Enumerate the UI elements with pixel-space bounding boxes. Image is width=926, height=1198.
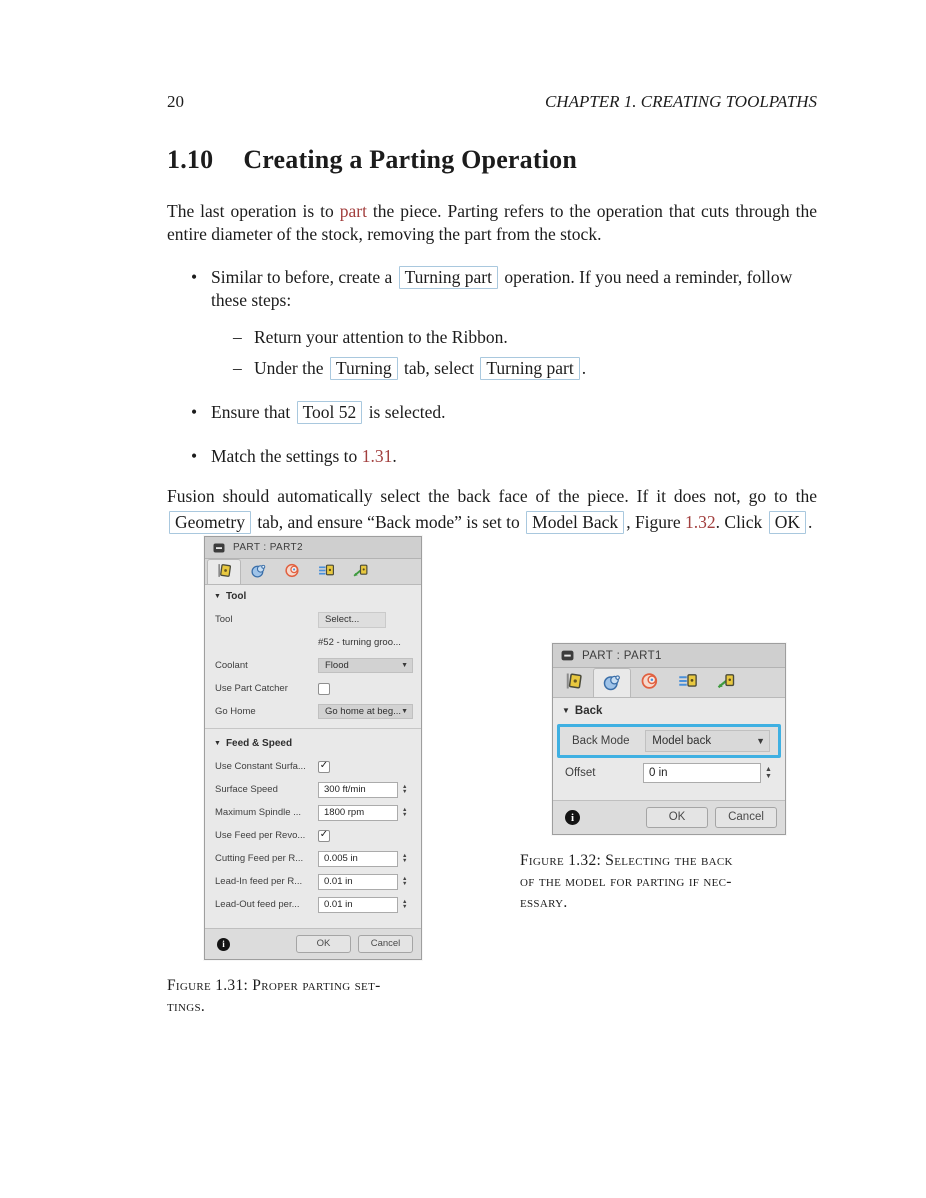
feed-per-rev-row (205, 824, 421, 847)
ok-box: OK (769, 511, 806, 534)
part-catcher-checkbox[interactable] (318, 683, 330, 695)
list-item (211, 357, 817, 380)
closing-text-5: . (807, 511, 813, 532)
dropdown-value: Flood (325, 660, 349, 671)
stepper-control[interactable] (402, 877, 407, 887)
field-label: Tool (215, 614, 233, 625)
dialog-tabbar (205, 559, 421, 585)
stepper-control[interactable] (402, 900, 407, 910)
intro-text: The last operation is to (167, 201, 340, 221)
turning-part-box: Turning part (399, 266, 498, 289)
info-icon[interactable]: i (565, 810, 580, 825)
chevron-down-icon: ▼ (401, 662, 408, 669)
part2-dialog (204, 536, 422, 960)
stepper-down-icon: ▼ (402, 880, 408, 887)
figure-ref-1-32[interactable]: 1.32 (685, 511, 716, 532)
input-value: 0 in (649, 767, 668, 779)
field-label: Use Constant Surfa... (215, 761, 306, 772)
field-label: Lead-Out feed per... (215, 899, 300, 910)
bullet2-text-2: is selected. (364, 401, 446, 422)
part1-dialog (552, 643, 786, 835)
collapse-arrow-icon: ▼ (562, 706, 570, 715)
text-column (167, 92, 817, 535)
input-value: 1800 rpm (324, 807, 365, 818)
ok-button[interactable]: OK (296, 935, 351, 953)
tool-value-row (205, 631, 421, 654)
stepper-up-icon: ▲ (402, 806, 408, 813)
list-item (167, 401, 817, 424)
leadout-feed-row (205, 893, 421, 916)
dialog-title: PART : PART2 (233, 542, 304, 553)
stepper-down-icon: ▼ (402, 857, 408, 864)
back-mode-highlight (557, 724, 781, 758)
caption-line: tings. (167, 998, 206, 1015)
leadout-feed-input[interactable] (318, 897, 398, 913)
stepper-down-icon: ▼ (402, 811, 408, 818)
dialog-titlebar[interactable] (205, 537, 421, 559)
field-label: Lead-In feed per R... (215, 876, 303, 887)
back-section-header[interactable] (553, 698, 785, 723)
dropdown-value: Model back (652, 735, 712, 747)
field-label: Go Home (215, 706, 256, 717)
caption-line: of the model for parting if nec- (520, 873, 732, 890)
field-label: Use Feed per Revo... (215, 830, 306, 841)
field-label: Back Mode (572, 735, 630, 747)
intro-paragraph (167, 200, 817, 245)
figure-ref-1-31[interactable]: 1.31 (361, 445, 393, 466)
field-label: Coolant (215, 660, 248, 671)
input-value: 0.01 in (324, 899, 353, 910)
collapse-arrow-icon: ▼ (214, 740, 221, 747)
offset-row (553, 760, 785, 786)
sub-list (211, 326, 817, 380)
stepper-up-icon: ▲ (402, 783, 408, 790)
check-icon: ✓ (319, 759, 329, 771)
spindle-speed-row (205, 801, 421, 824)
cutting-feed-input[interactable] (318, 851, 398, 867)
closing-text-2: tab, and ensure “Back mode” is set to (252, 511, 525, 532)
section-title (167, 145, 817, 175)
feed-per-rev-checkbox[interactable] (318, 830, 330, 842)
back-mode-row (560, 727, 778, 755)
tool-select-button[interactable]: Select... (318, 612, 386, 628)
collapse-arrow-icon: ▼ (214, 593, 221, 600)
page-number: 20 (167, 92, 184, 111)
coolant-dropdown[interactable] (318, 658, 413, 673)
figure-1-32-caption (520, 850, 830, 913)
sub2-text-2: tab, select (399, 357, 479, 378)
stepper-down-icon: ▼ (765, 773, 772, 780)
list-item (211, 326, 817, 348)
sub2-text: Under the (254, 357, 328, 378)
leadin-feed-input[interactable] (318, 874, 398, 890)
section-title-text: Creating a Parting Operation (243, 145, 578, 174)
tab-radii[interactable] (275, 559, 309, 584)
radii-icon (284, 562, 301, 582)
figure-1-31-caption (167, 975, 467, 1017)
go-home-dropdown[interactable] (318, 704, 413, 719)
closing-text-3: , Figure (626, 511, 686, 532)
tab-tool[interactable] (555, 668, 593, 697)
bullet-marker: • (191, 267, 198, 287)
stepper-up-icon: ▲ (402, 875, 408, 882)
section-number: 1.10 (167, 145, 214, 174)
tool-icon (564, 671, 584, 694)
dialog-tabbar (553, 668, 785, 698)
dialog-footer (553, 800, 785, 834)
cancel-button[interactable]: Cancel (358, 935, 413, 953)
sub1-text: Return your attention to the Ribbon. (254, 326, 508, 347)
bullet1-text-2: operation. If you need a reminder, follow these steps: (211, 267, 793, 310)
linking-icon (716, 671, 736, 694)
stepper-control[interactable] (765, 766, 772, 780)
chapter-header: CHAPTER 1. CREATING TOOLPATHS (544, 92, 817, 111)
constant-surface-row (205, 755, 421, 778)
check-icon: ✓ (319, 828, 329, 840)
coolant-row (205, 654, 421, 677)
stepper-up-icon: ▲ (402, 852, 408, 859)
closing-text: Fusion should automatically select the back face of the piece. If it does not, go to the (167, 486, 817, 506)
cancel-button[interactable]: Cancel (715, 807, 777, 828)
go-home-row (205, 700, 421, 723)
bullet-marker: • (191, 401, 198, 422)
section-label: Back (574, 704, 603, 717)
bullet3-text-2: . (392, 445, 397, 466)
tool-52-box: Tool 52 (297, 401, 363, 424)
radii-icon (640, 671, 660, 694)
dialog-title: PART : PART1 (582, 649, 662, 662)
tab-tool[interactable] (207, 559, 241, 584)
info-icon[interactable]: i (217, 938, 230, 951)
stepper-up-icon: ▲ (765, 766, 772, 773)
tab-geometry[interactable] (593, 668, 631, 697)
running-header (167, 92, 817, 112)
turning-part-box: Turning part (480, 357, 579, 380)
part-catcher-row (205, 677, 421, 700)
input-value: 0.005 in (324, 853, 358, 864)
caption-line: essary. (520, 894, 568, 911)
sub2-text-3: . (581, 357, 587, 378)
tool-row (205, 608, 421, 631)
closing-paragraph (167, 484, 817, 535)
field-label: Offset (565, 767, 596, 779)
tab-passes[interactable] (669, 668, 707, 697)
section-label: Tool (225, 591, 247, 602)
field-label: Use Part Catcher (215, 683, 288, 694)
list-item (167, 445, 817, 468)
chevron-down-icon: ▼ (756, 736, 765, 746)
stepper-control[interactable] (402, 808, 407, 818)
dialog-titlebar[interactable] (553, 644, 785, 668)
stepper-control[interactable] (402, 854, 407, 864)
bullet-list (167, 266, 817, 467)
bullet2-text: Ensure that (211, 401, 295, 422)
geometry-icon (250, 562, 267, 582)
closing-text-4: . Click (715, 511, 767, 532)
bullet3-text: Match the settings to (211, 445, 362, 466)
dash-marker: – (233, 357, 242, 378)
leadin-feed-row (205, 870, 421, 893)
offset-input[interactable] (643, 763, 761, 783)
passes-icon (678, 671, 698, 694)
surface-speed-row (205, 778, 421, 801)
section-label: Feed & Speed (225, 738, 293, 749)
dialog-footer (205, 928, 421, 959)
dropdown-value: Go home at beg... (325, 706, 402, 717)
constant-surface-checkbox[interactable] (318, 761, 330, 773)
cutting-feed-row (205, 847, 421, 870)
model-back-box: Model Back (526, 511, 624, 534)
intro-text-2: the piece. Parting refers to the operation that cuts through the entire diameter of the stock, removing the part from the stock. (167, 201, 817, 244)
dialog-grip-icon (561, 649, 574, 662)
tab-linking[interactable] (707, 668, 745, 697)
chevron-down-icon: ▼ (401, 708, 408, 715)
dialog-grip-icon (213, 542, 225, 554)
dash-marker: – (233, 326, 242, 347)
tool-icon (216, 562, 233, 582)
surface-speed-input[interactable] (318, 782, 398, 798)
geometry-icon (602, 672, 622, 695)
feed-speed-section-header[interactable] (205, 732, 421, 755)
turning-tab-box: Turning (330, 357, 398, 380)
stepper-down-icon: ▼ (402, 903, 408, 910)
stepper-up-icon: ▲ (402, 898, 408, 905)
tool-section-header[interactable] (205, 585, 421, 608)
list-item (167, 266, 817, 380)
stepper-down-icon: ▼ (402, 788, 408, 795)
field-label: Cutting Feed per R... (215, 853, 304, 864)
tab-geometry[interactable] (241, 559, 275, 584)
part-link[interactable]: part (339, 201, 367, 221)
geometry-tab-box: Geometry (169, 511, 251, 534)
input-value: 0.01 in (324, 876, 353, 887)
back-mode-dropdown[interactable] (645, 730, 770, 752)
tool-description: #52 - turning groo... (318, 637, 401, 648)
bullet1-text: Similar to before, create a (211, 267, 397, 287)
input-value: 300 ft/min (324, 784, 366, 795)
section-divider (205, 728, 421, 729)
linking-icon (352, 562, 369, 582)
caption-line: Figure 1.32: Selecting the back (520, 852, 733, 869)
tab-linking[interactable] (343, 559, 377, 584)
tab-radii[interactable] (631, 668, 669, 697)
stepper-control[interactable] (402, 785, 407, 795)
field-label: Maximum Spindle ... (215, 807, 302, 818)
passes-icon (318, 562, 335, 582)
bullet-marker: • (191, 445, 198, 466)
ok-button[interactable]: OK (646, 807, 708, 828)
field-label: Surface Speed (215, 784, 278, 795)
caption-line: Figure 1.31: Proper parting set- (167, 977, 381, 994)
spindle-speed-input[interactable] (318, 805, 398, 821)
tab-passes[interactable] (309, 559, 343, 584)
